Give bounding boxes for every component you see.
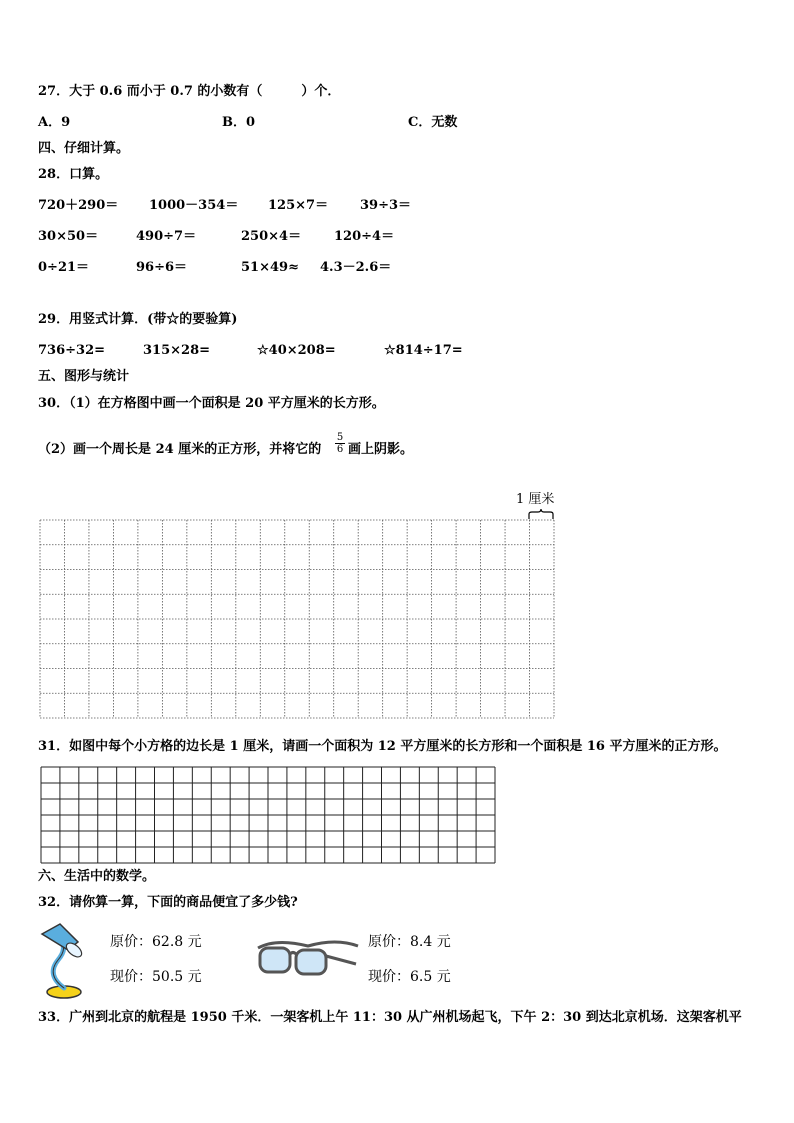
q27-option-c: C．无数 bbox=[408, 115, 458, 130]
q27-option-b: B．0 bbox=[222, 115, 256, 130]
question-30-part-1: 30．（1）在方格图中画一个面积是 20 平方厘米的长方形。 bbox=[38, 396, 385, 411]
calc-item: 490÷7＝ bbox=[136, 229, 197, 244]
question-27: 27．大于 0.6 而小于 0.7 的小数有（ ）个． bbox=[38, 84, 341, 99]
question-28-title: 28．口算。 bbox=[38, 167, 109, 182]
calc-item: 250×4＝ bbox=[241, 229, 302, 244]
glasses-icon bbox=[256, 934, 360, 982]
lamp-current-price: 现价：50.5 元 bbox=[110, 969, 202, 985]
vertical-calc-item: 315×28= bbox=[143, 343, 211, 358]
calc-item: 120÷4＝ bbox=[334, 229, 395, 244]
solid-square-grid bbox=[40, 766, 496, 864]
fraction-numerator: 5 bbox=[336, 432, 344, 443]
q27-option-a: A．9 bbox=[38, 115, 71, 130]
vertical-calc-item: ☆814÷17= bbox=[384, 343, 463, 358]
section-6-heading: 六、生活中的数学。 bbox=[38, 869, 156, 884]
calc-item: 30×50＝ bbox=[38, 229, 99, 244]
section-4-heading: 四、仔细计算。 bbox=[38, 141, 130, 156]
calc-item: 39÷3＝ bbox=[360, 198, 412, 213]
desk-lamp-icon bbox=[38, 920, 96, 1002]
calc-item: 4.3－2.6＝ bbox=[320, 260, 392, 275]
section-5-heading: 五、图形与统计 bbox=[38, 369, 130, 384]
question-30-part-2-end: 画上阴影。 bbox=[348, 442, 414, 457]
calc-item: 720＋290＝ bbox=[38, 198, 119, 213]
calc-item: 96÷6＝ bbox=[136, 260, 188, 275]
glasses-current-price: 现价：6.5 元 bbox=[368, 969, 451, 985]
vertical-calc-item: ☆40×208= bbox=[257, 343, 336, 358]
glasses-original-price: 原价：8.4 元 bbox=[368, 934, 451, 950]
lamp-original-price: 原价：62.8 元 bbox=[110, 934, 202, 950]
question-30-part-2: （2）画一个周长是 24 厘米的正方形，并将它的 bbox=[38, 442, 322, 457]
fraction-five-sixths bbox=[335, 432, 345, 455]
calc-item: 125×7＝ bbox=[268, 198, 329, 213]
calc-item: 1000－354＝ bbox=[149, 198, 239, 213]
question-32-title: 32．请你算一算，下面的商品便宜了多少钱? bbox=[38, 895, 298, 910]
calc-item: 0÷21＝ bbox=[38, 260, 90, 275]
calc-item: 51×49≈ bbox=[241, 260, 299, 275]
unit-length-label: 1 厘米 bbox=[516, 492, 555, 507]
fraction-denominator: 6 bbox=[336, 444, 344, 455]
vertical-calc-item: 736÷32= bbox=[38, 343, 106, 358]
question-33: 33．广州到北京的航程是 1950 千米．一架客机上午 11：30 从广州机场起飞，下午 2：30 到达北京机场．这架客机平 bbox=[38, 1010, 742, 1025]
dotted-square-grid bbox=[39, 519, 555, 719]
question-29-title: 29．用竖式计算．(带☆的要验算) bbox=[38, 312, 238, 327]
question-31: 31．如图中每个小方格的边长是 1 厘米，请画一个面积为 12 平方厘米的长方形和一个面积是 16 平方厘米的正方形。 bbox=[38, 739, 727, 754]
